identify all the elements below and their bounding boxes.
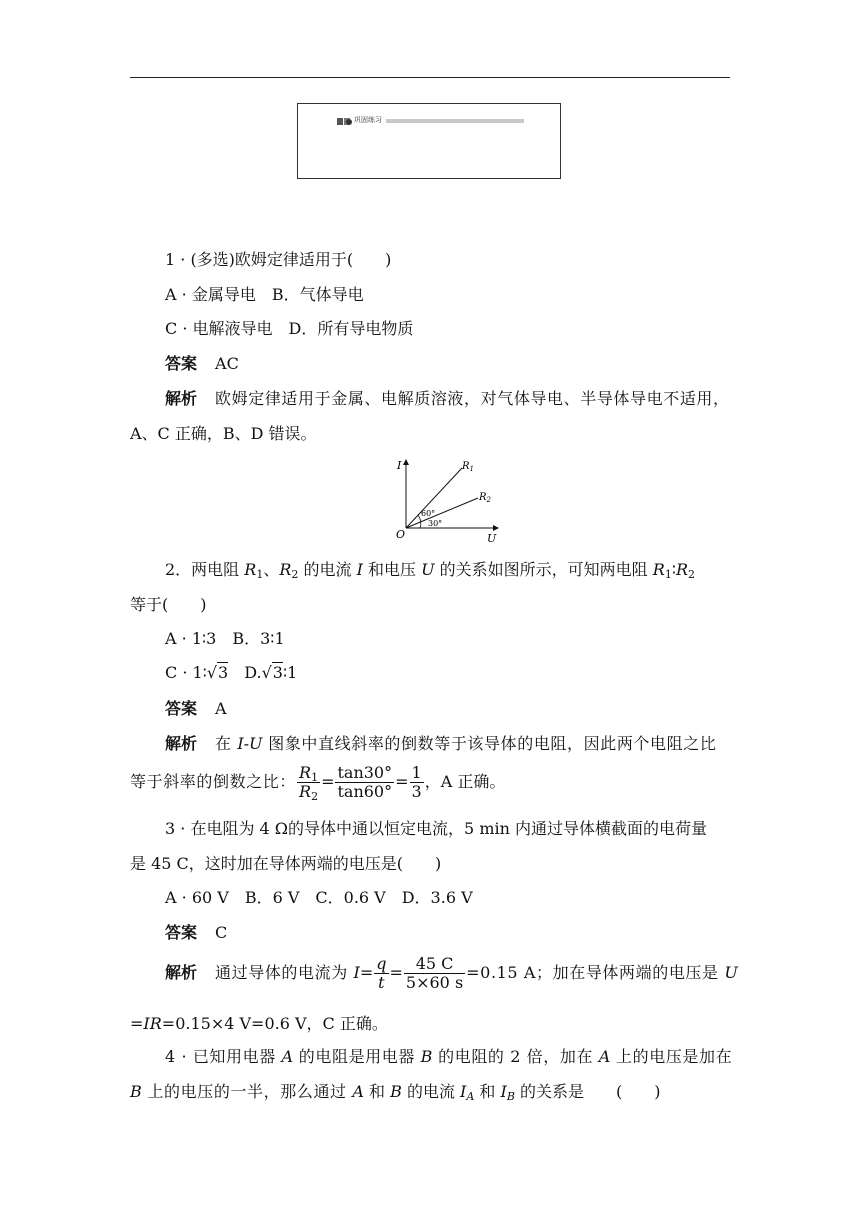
analysis-label: 解析: [165, 734, 198, 753]
iu-graph: [388, 456, 506, 544]
q1-answer: [165, 353, 239, 375]
iu-graph-figure: [388, 456, 506, 544]
header-rule: [130, 77, 730, 78]
q1-options-ab: A · 金属导电 B．气体导电: [165, 285, 364, 304]
fraction-tan: $\frac{\tan 30^\circ}{\tan 60^\circ}$: [337, 763, 393, 801]
q1-analysis-line-2: A、C 正确，B、D 错误。: [130, 424, 317, 443]
r2-label: $R_2$: [479, 492, 491, 504]
answer-label: 答案: [165, 699, 198, 718]
section-banner: [297, 103, 561, 179]
fraction-45c: $\frac{45 C}{5\times 60 s}$: [405, 954, 464, 992]
q2-options-ab: A · 1∶3 B．3∶1: [165, 629, 285, 648]
book-icon: [336, 116, 352, 126]
q3-analysis-line-2: =IR=0.15×4 V=0.6 V，C 正确。: [130, 1014, 388, 1033]
axis-y-label: I: [397, 459, 402, 472]
answer-value: AC: [215, 354, 239, 373]
q3-stem-line-2: 是 45 C，这时加在导体两端的电压是( ): [130, 854, 442, 873]
q1-stem: 1 · (多选)欧姆定律适用于( ): [165, 250, 392, 269]
q2-analysis-line-2: 等于斜率的倒数之比： $\frac{R_1}{R_2}$ = $\frac{\tan 30^\circ}{\tan 60^\circ}$ = $\frac{1}{3}$ ，A 正确。: [130, 763, 506, 803]
q3-options: A · 60 V B．6 V C．0.6 V D．3.6 V: [165, 888, 473, 907]
q1-analysis-line-1: [165, 388, 730, 410]
q3-answer: [165, 922, 227, 944]
q4-stem-line-1: 4 · 已知用电器 A 的电阻是用电器 B 的电阻的 2 倍，加在 A 上的电压是加在: [165, 1047, 733, 1066]
q3-analysis-line-1: 解析 通过导体的电流为 I= $\frac{q}{t}$ = $\frac{45 C}{5\times 60 s}$ =0.15 A；加在导体两端的电压是 U: [165, 954, 738, 992]
fraction-r1-r2: $\frac{R_1}{R_2}$: [299, 763, 319, 803]
angle-60-label: 60°: [421, 509, 436, 518]
r1-label: $R_1$: [462, 461, 474, 473]
analysis-text: 欧姆定律适用于金属、电解质溶液，对气体导电、半导体导电不适用，: [215, 389, 730, 408]
angle-30-label: 30°: [428, 519, 443, 528]
q2-stem-line-1: 2．两电阻 $R_1$、$R_2$ 的电流 I 和电压 U 的关系如图所示，可知两电阻 $R_1∶R_2$: [165, 560, 696, 581]
q4-stem-line-2: B 上的电压的一半，那么通过 A 和 B 的电流 $I_A$ 和 $I_B$ 的关系是 ( ): [130, 1082, 661, 1103]
analysis-label: 解析: [165, 963, 198, 982]
q2-options-cd: C · 1∶√3 D.√3∶1: [165, 663, 298, 682]
origin-label: O: [396, 528, 406, 541]
answer-value: C: [215, 923, 228, 942]
q2-stem-line-2: 等于( ): [130, 595, 207, 614]
q3-stem-line-1: 3 · 在电阻为 4 Ω的导体中通以恒定电流，5 min 内通过导体横截面的电荷量: [165, 819, 708, 838]
q2-analysis-line-1: 解析 在 I-U 图象中直线斜率的倒数等于该导体的电阻，因此两个电阻之比: [165, 734, 717, 753]
fraction-one-third: $\frac{1}{3}$: [411, 763, 422, 801]
q1-options-cd: C · 电解液导电 D．所有导电物质: [165, 319, 414, 338]
analysis-label: 解析: [165, 389, 198, 408]
banner-bar: [386, 119, 524, 123]
answer-label: 答案: [165, 354, 198, 373]
banner-title: 巩固练习: [354, 116, 382, 124]
answer-value: A: [215, 699, 227, 718]
answer-label: 答案: [165, 923, 198, 942]
fraction-q-t: $\frac{q}{t}$: [376, 954, 387, 992]
axis-x-label: U: [487, 532, 497, 544]
q2-answer: [165, 698, 227, 720]
